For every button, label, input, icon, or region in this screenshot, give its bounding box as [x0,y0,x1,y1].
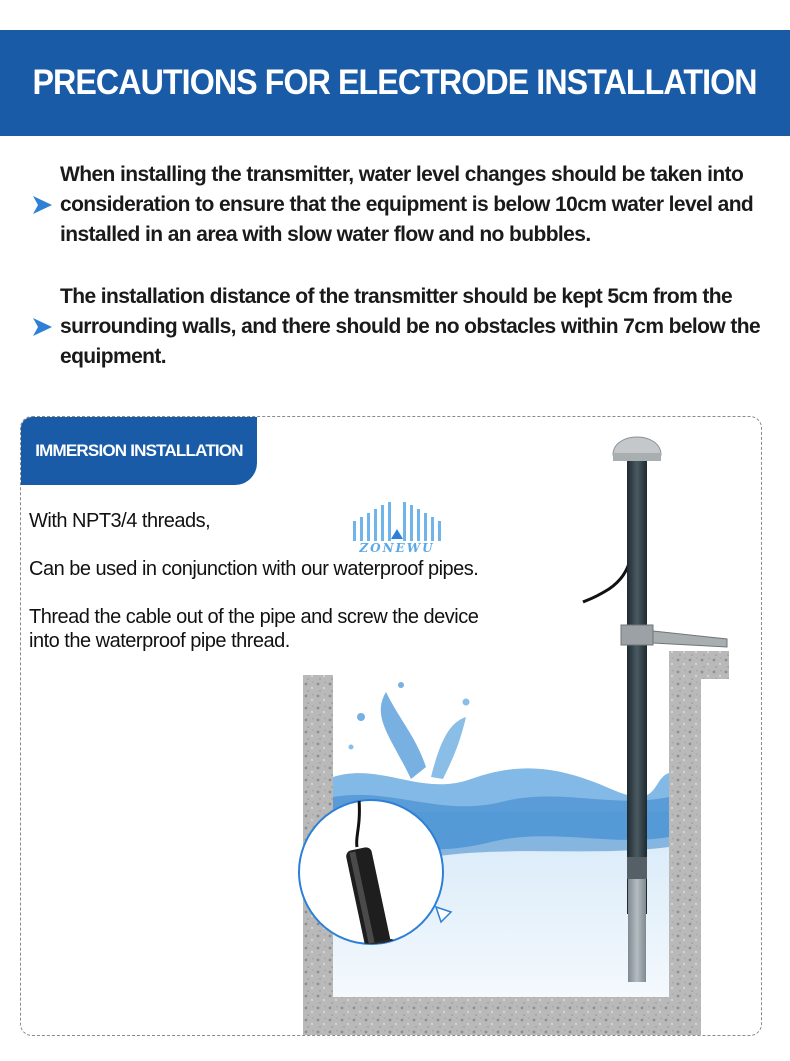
brand-watermark [351,501,443,561]
immersion-installation-panel [20,416,762,1036]
arrow-right-icon [30,314,56,340]
header-banner [0,30,790,136]
tank-floor [303,997,701,1036]
precaution-text: When installing the transmitter, water level changes should be taken into consideration to ensure that the equipment is below 10cm water level and installed in an area with slow water flow and no bubbles. [60,163,754,246]
mounting-bracket [621,625,653,645]
brand-logo-icon [351,501,443,543]
water-splash [381,692,426,779]
tab-label: IMMERSION INSTALLATION [35,441,243,460]
tank-right-wall [669,651,701,1036]
tab-immersion-installation [21,417,257,485]
page-title: PRECAUTIONS FOR ELECTRODE INSTALLATION [32,63,758,102]
immersion-line-screw: into the waterproof pipe thread. [29,630,290,652]
precaution-text: The installation distance of the transmitter should be kept 5cm from the surrounding walls, and there should be no obstacles within 7cm below the equipment. [60,285,761,368]
sensor-probe [628,877,646,982]
precaution-item-distance [30,282,770,372]
pipe-cap [613,437,661,455]
immersion-line-pipes: Can be used in conjunction with our waterproof pipes. [29,558,479,580]
precaution-item-water-level [30,160,770,250]
immersion-line-cable: Thread the cable out of the pipe and screw the device [29,606,479,628]
brand-watermark-text: ZONEWU [359,541,435,555]
arrow-right-icon [30,192,56,218]
immersion-line-threads: With NPT3/4 threads, [29,510,211,532]
waterproof-pipe [627,459,647,914]
